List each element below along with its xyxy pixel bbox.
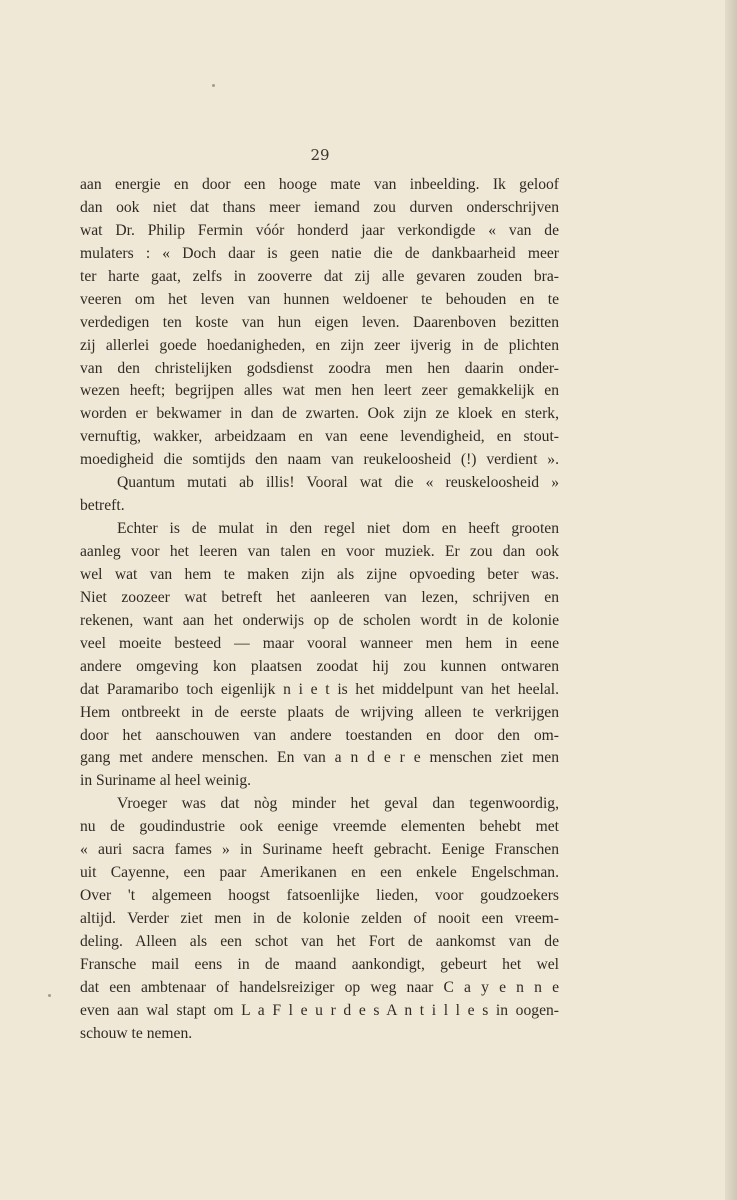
paper-speck xyxy=(212,84,215,87)
text-line: wel wat van hem te maken zijn als zijne opvoeding beter was. xyxy=(80,565,559,583)
text-line: Fransche mail eens in de maand aankondigt, gebeurt het wel xyxy=(80,955,559,973)
text-line: deling. Alleen als een schot van het Fort de aankomst van de xyxy=(80,932,559,950)
paper-speck xyxy=(48,994,51,997)
text-line: worden er bekwamer in dan de zwarten. Ook zijn ze kloek en sterk, xyxy=(80,405,559,423)
text-line: Echter is de mulat in den regel niet dom en heeft grooten xyxy=(117,520,559,538)
text-line: ter harte gaat, zelfs in zooverre dat zij alle gevaren zouden bra- xyxy=(80,267,559,285)
text-line: veeren om het leven van hunnen weldoener te behouden en te xyxy=(80,290,559,308)
text-line: betreft. xyxy=(80,497,125,515)
text-line: dat een ambtenaar of handelsreiziger op weg naar C a y e n n e xyxy=(80,978,559,996)
text-line: wezen heeft; begrijpen alles wat men hen leert zeer gemakkelijk en xyxy=(80,382,559,400)
text-line: mulaters : « Doch daar is geen natie die de dankbaarheid meer xyxy=(80,244,559,262)
text-line: veel moeite besteed — maar vooral wanneer men hem in eene xyxy=(80,634,559,652)
text-line: Vroeger was dat nòg minder het geval dan tegenwoordig, xyxy=(117,795,559,813)
text-line: zij allerlei goede hoedanigheden, en zijn zeer ijverig in de plichten xyxy=(80,336,559,354)
text-line: Niet zoozeer wat betreft het aanleeren van lezen, schrijven en xyxy=(80,588,559,606)
text-line: nu de goudindustrie ook eenige vreemde elementen behebt met xyxy=(80,818,559,836)
text-line: rekenen, want aan het onderwijs op de scholen wordt in de kolonie xyxy=(80,611,559,629)
text-line: aan energie en door een hooge mate van inbeelding. Ik geloof xyxy=(80,176,559,193)
text-line: « auri sacra fames » in Suriname heeft gebracht. Eenige Franschen xyxy=(80,841,559,859)
text-line: schouw te nemen. xyxy=(80,1024,193,1042)
text-line: verdedigen ten koste van hun eigen leven. Daarenboven bezitten xyxy=(80,313,559,331)
text-line: gang met andere menschen. En van a n d e r e menschen ziet men xyxy=(80,749,559,767)
text-line: dan ook niet dat thans meer iemand zou durven onderschrijven xyxy=(80,198,559,216)
text-line: Hem ontbreekt in de eerste plaats de wrijving alleen te verkrijgen xyxy=(80,703,559,721)
text-line: moedigheid die somtijds den naam van reukeloosheid (!) verdient ». xyxy=(80,451,559,469)
text-line: altijd. Verder ziet men in de kolonie zelden of nooit een vreem- xyxy=(80,910,559,927)
text-line: wat Dr. Philip Fermin vóór honderd jaar verkondigde « van de xyxy=(80,221,559,239)
text-line: dat Paramaribo toch eigenlijk n i e t is het middelpunt van het heelal. xyxy=(80,680,559,698)
text-line: vernuftig, wakker, arbeidzaam en van eene levendigheid, en stout- xyxy=(80,428,559,446)
text-line: aanleg voor het leeren van talen en voor muziek. Er zou dan ook xyxy=(80,543,559,560)
text-line: Quantum mutati ab illis! Vooral wat die « reuskeloosheid » xyxy=(117,474,559,492)
text-line: even aan wal stapt om L a F l e u r d e s A n t i l l e s in oogen- xyxy=(80,1001,559,1019)
text-line: van den christelijken godsdienst zoodra men hen daarin onder- xyxy=(80,359,559,377)
text-line: Over 't algemeen hoogst fatsoenlijke lieden, voor goudzoekers xyxy=(80,887,559,905)
text-line: andere omgeving kon plaatsen zoodat hij zou kunnen ontwaren xyxy=(80,657,559,675)
text-line: in Suriname al heel weinig. xyxy=(80,772,252,790)
page-edge xyxy=(725,0,737,1200)
text-line: uit Cayenne, een paar Amerikanen en een enkele Engelschman. xyxy=(80,864,559,882)
body-text xyxy=(80,174,559,1046)
text-line: door het aanschouwen van andere toestanden en door den om- xyxy=(80,726,559,744)
page-number: 29 xyxy=(310,146,330,164)
